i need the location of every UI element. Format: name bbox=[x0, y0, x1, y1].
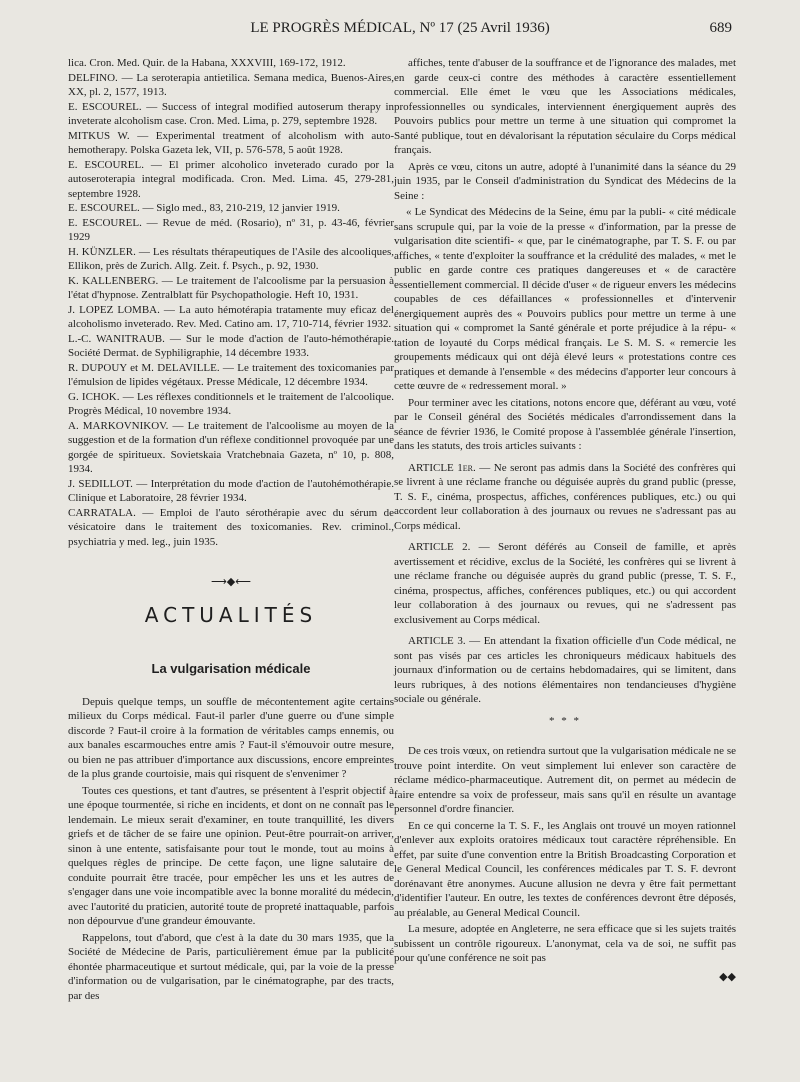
end-mark: ◆◆ bbox=[719, 970, 736, 983]
paragraph-citations: Pour terminer avec les citations, notons encore que, déférant au vœu, voté par le Conseil général des Sociétés médicales d'arrondissement dans la séance de février 1936, le Comité propose à l'assemblée générale l'insertion, dans les statuts, des trois articles suivants : bbox=[394, 396, 736, 452]
article-body-right-intro bbox=[394, 56, 736, 203]
reference-entry: H. KÜNZLER. — Les résultats thérapeutiques de l'Asile des alcooliques, Ellikon, près de Zurich. Allg. Zeit. f. Psych., p. 92, 1930. bbox=[68, 245, 394, 272]
article-text: — Ne seront pas admis dans la Société des confrères qui se livrent à une réclame franche ou déguisée auprès du grand public (presse, T. S. F., cinéma, prospectus, affiches, conférences publiques, etc.) ou qui accordent leur collaboration à des journaux ou revues ne s'adressant pas au Corps médical. bbox=[394, 461, 736, 532]
article-body-right-conclusion bbox=[394, 744, 736, 966]
reference-list bbox=[68, 56, 394, 549]
asterism: * * * bbox=[549, 714, 581, 727]
reference-entry: L.-C. WANITRAUB. — Sur le mode d'action de l'auto-hémothérapie. Société Dermat. de Syphiligraphie, 14 décembre 1933. bbox=[68, 332, 394, 359]
body-paragraph: affiches, tente d'abuser de la souffrance et de l'ignorance des malades, met en garde ceux-ci contre des méthodes à caractère essentiellement commercial. Elle émet le vœu que les Associations médicales, professionnelles ou syndicales, interviennent énergiquement auprès des Pouvoirs publics pour mettre un terme à une situation qui compromet la Santé publique, tout en dévalorisant la réputation séculaire du Corps médical français. bbox=[394, 57, 736, 156]
running-header bbox=[68, 20, 732, 42]
reference-entry: lica. Cron. Med. Quir. de la Habana, XXXVIII, 169-172, 1912. bbox=[68, 57, 346, 69]
reference-entry: MITKUS W. — Experimental treatment of alcoholism with auto-hemotherapy. Polska Gazeta lek, VII, p. 576-578, 5 août 1928. bbox=[68, 129, 394, 156]
separator-ornament: ⟶◆⟵ bbox=[211, 576, 251, 588]
reference-entry: DELFINO. — La seroterapia antietilica. Semana medica, Buenos-Aires, XX, pl. 2, 1577, 1913. bbox=[68, 71, 394, 98]
reference-entry: E. ESCOUREL. — Success of integral modified autoserum therapy in inveterate alcoholism case. Cron. Med. Lima, p. 279, septembre 1928. bbox=[68, 100, 394, 127]
article-body-left bbox=[68, 695, 394, 1004]
reference-entry: CARRATALA. — Emploi de l'auto sérothérapie avec du sérum de vésicatoire dans le traitement des toxicomanies. Rev. criminol., psychiatria y med. leg., juin 1935. bbox=[68, 506, 394, 548]
reference-entry: J. LOPEZ LOMBA. — La auto hémotérapia tratamente muy eficaz del alcoholismo inveterado. Rev. Med. Catino am. 17, 710-714, février 1932. bbox=[68, 303, 394, 330]
page-number: 689 bbox=[709, 20, 732, 36]
reference-entry: G. ICHOK. — Les réflexes conditionnels et le traitement de l'alcoolique. Progrès Médical, 10 novembre 1934. bbox=[68, 390, 394, 417]
body-paragraph: Toutes ces questions, et tant d'autres, se présentent à l'esprit objectif à une époque tourmentée, si riche en incidents, et dont on ne connaît pas le lendemain. Le mieux serait d'examiner, en toute tranquillité, les divers griefs et de tâcher de se faire une opinion. Peut-être pourrait-on arriver, sinon à une entente, satisfaisante pour tout le monde, tout au moins à quelques règles de principe. De cette façon, une ligne salutaire de conduite pourrait être tracée, pour empêcher les uns et les autres de s'engager dans une voie incompatible avec la bonne moralité du médecin, avec l'autorité du praticien, autorité toute de propreté inattaquable, parfois non dépourvue d'une grandeur émouvante. bbox=[68, 784, 394, 927]
article-title: La vulgarisation médicale bbox=[151, 661, 311, 676]
article-label: ARTICLE 2. bbox=[408, 541, 471, 553]
reference-entry: E. ESCOUREL. — Revue de méd. (Rosario), nº 31, p. 43-46, février 1929 bbox=[68, 216, 394, 243]
reference-entry: R. DUPOUY et M. DELAVILLE. — Le traitement des toxicomanies par l'émulsion de lipides végétaux. Presse Médicale, 12 décembre 1934. bbox=[68, 361, 394, 388]
right-column bbox=[394, 56, 736, 984]
statute-articles bbox=[394, 461, 736, 707]
body-paragraph: De ces trois vœux, on retiendra surtout que la vulgarisation médicale ne se trouve point interdite. On veut simplement lui enlever son caractère de réclame médico-pharmaceutique. Autrement dit, on permet au médecin de faire entendre sa voix de professeur, mais sans qu'il en résulte un avantage personnel d'ordre financier. bbox=[394, 745, 736, 815]
reference-entry: A. MARKOVNIKOV. — Le traitement de l'alcoolisme au moyen de la suggestion et de la formation d'un réflexe conditionnel provoquée par une gorgée de spiritueux. Sovietskaia Vratchebnaia Gazeta, nº 10, p. 808, 1934. bbox=[68, 419, 394, 475]
section-title: ACTUALITÉS bbox=[144, 602, 318, 627]
reference-entry: E. ESCOUREL. — Siglo med., 83, 210-219, 12 janvier 1919. bbox=[68, 202, 340, 214]
body-paragraph: Rappelons, tout d'abord, que c'est à la date du 30 mars 1935, que la Société de Médecine de Paris, particulièrement émue par la publicité éhontée pharmaceutique et surtout médicale, qui, par la voie de la presse d'information ou de vulgarisation, par le cinématographe, par des tracts, par des bbox=[68, 931, 394, 1002]
body-paragraph: Depuis quelque temps, un souffle de mécontentement agite certains milieux du Corps médical. Faut-il parler d'une guerre ou d'une simple discorde ? Faut-il croire à la formation de véritables camps ennemis, ou aux banales escarmouches entre amis ? Faut-il s'émouvoir outre mesure, ou bien ne pas attribuer d'importance aux discussions, encore empreintes de la plus grande courtoisie, mais qui risquent de s'envenimer ? bbox=[68, 695, 394, 780]
statute-article bbox=[394, 634, 736, 707]
body-paragraph: En ce qui concerne la T. S. F., les Anglais ont trouvé un moyen rationnel d'enlever aux exploits oratoires médicaux tout caractère répréhensible. En effet, par suite d'une convention entre la British Broadcasting Corporation et le General Medical Council, les conférences médicales par T. S. F. devront dorénavant être anonymes. Aucune allusion ne devra y être fait permettant d'identifier l'auteur. En outre, les textes de conférences devront être déposés, au préalable, au General Medical Council. bbox=[394, 819, 736, 919]
reference-entry: E. ESCOUREL. — El primer alcoholico inveterado curado por la autoseroterapia integral modificada. Cron. Med. Lima. 45, 279-281, septembre 1928. bbox=[68, 158, 394, 200]
article-label: ARTICLE 1er. bbox=[408, 461, 476, 474]
article-text: — En attendant la fixation officielle d'un Code médical, ne sont pas visés par ces articles les chroniqueurs médicaux habituels des journaux d'information ou de certains hebdomadaires, qui se limitent, dans leurs rubriques, à des notions élémentaires non tendancieuses d'hygiène sociale ou générale. bbox=[394, 635, 736, 705]
statute-article bbox=[394, 540, 736, 627]
journal-title: LE PROGRÈS MÉDICAL, Nº 17 (25 Avril 1936) bbox=[250, 20, 550, 36]
reference-entry: K. KALLENBERG. — Le traitement de l'alcoolisme par la persuasion à l'état d'hypnose. Zentralblatt für Psychopathologie. Heft 10, 1931. bbox=[68, 274, 394, 301]
body-paragraph: Après ce vœu, citons un autre, adopté à l'unanimité dans la séance du 29 juin 1935, par le Conseil d'administration du Syndicat des Médecins de la Seine : bbox=[394, 160, 736, 202]
reference-entry: J. SEDILLOT. — Interprétation du mode d'action de l'autohémothérapie. Clinique et Laboratoire, 28 février 1934. bbox=[68, 477, 394, 504]
syndicat-quote bbox=[394, 205, 736, 394]
quote-text: « Le Syndicat des Médecins de la Seine, ému par la publi- « cité médicale sans scrupule qui, par la voie de la presse « d'information, par la presse de vulgarisation dite scientifi- « que, par le cinématographe, par T. S. F. ou par affiches, « tente d'exploiter la souffrance et la crédulité des malades, « met le public en garde contre ces pratiques dangereuses et « de caractère essentiellement commercial. Il décide d'user « de rigueur envers les médecins coupables de ces défaillances « professionnelles et d'intervenir énergiquement auprès des « Pouvoirs publics pour mettre un terme à une situation qui « compromet la Santé générale et porte préjudice à la répu- « tation de loyauté du Corps médical français. Le S. M. S. « remercie les groupements médicaux qui ont déjà élevé leurs « protestations contre ces pratiques et demande à l'ensemble « des médecins d'apporter leur concours à cette œuvre de « redressement moral. » bbox=[394, 206, 736, 392]
left-column bbox=[68, 56, 394, 1005]
statute-article bbox=[394, 461, 736, 534]
article-text: — Seront déférés au Conseil de famille, et après avertissement et récidive, exclus de la Société, les confrères qui se livrent à une réclame franche ou déguisée auprès du grand public (presse, T. S. F., cinéma, prospectus, affiches, conférences publiques, etc.) ou qui accordent leur collaboration à des journaux ou revues, qui ne s'adressent pas exclusivement au Corps médical. bbox=[394, 541, 736, 626]
article-label: ARTICLE 3. bbox=[408, 635, 466, 647]
body-paragraph: La mesure, adoptée en Angleterre, ne sera efficace que si les sujets traités subissent un contrôle rigoureux. L'anonymat, cela va de soi, ne suffit pas pour qu'une conférence ne soit pas bbox=[394, 923, 736, 964]
